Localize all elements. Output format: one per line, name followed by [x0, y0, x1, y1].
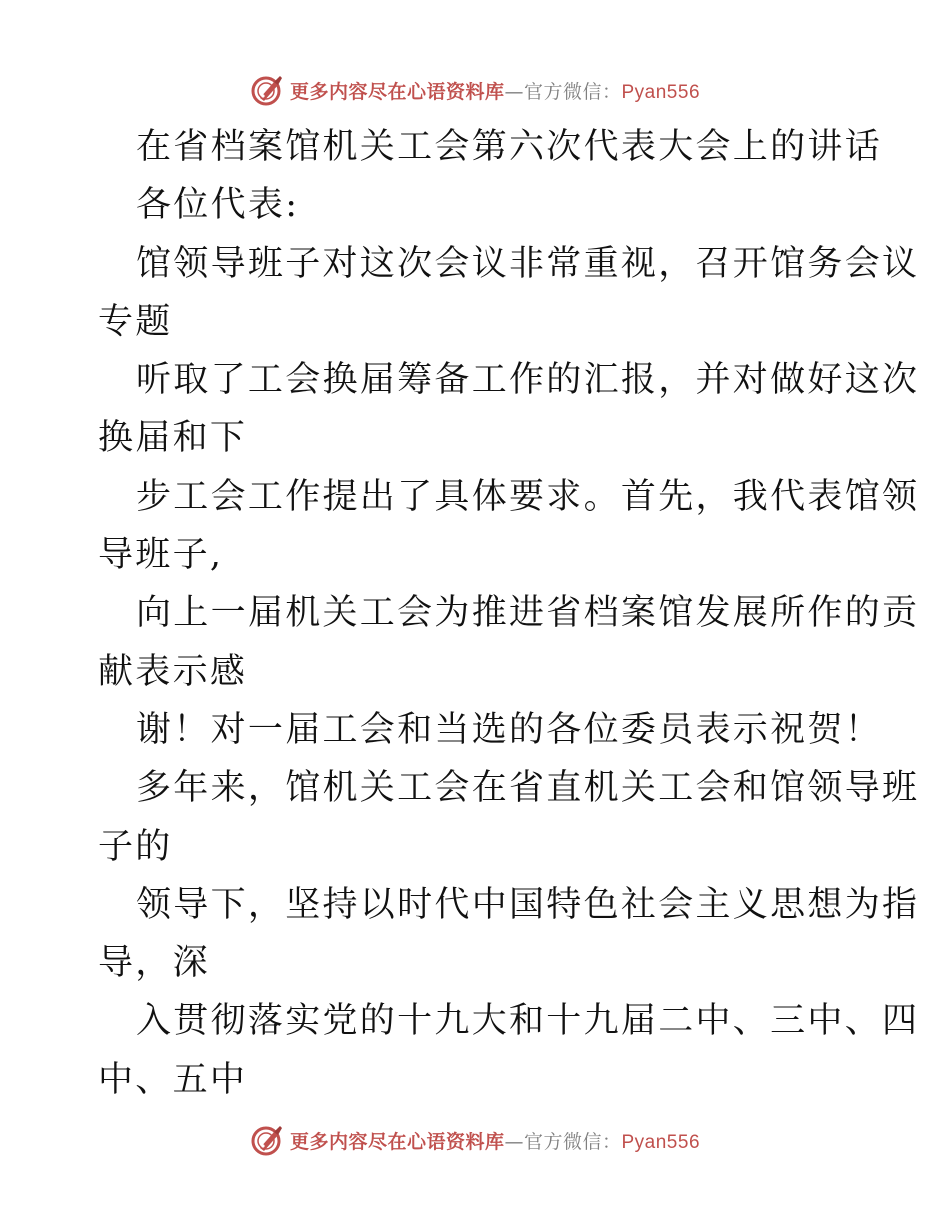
- watermark-contact-id: Pyan556: [621, 81, 701, 103]
- footer-watermark: [0, 1120, 950, 1160]
- text-line: 领导下，坚持以时代中国特色社会主义思想为指: [136, 884, 920, 925]
- text-line: 专题: [98, 301, 173, 342]
- watermark-text: [290, 77, 700, 104]
- text-line: 步工会工作提出了具体要求。首先，我代表馆领: [136, 476, 920, 517]
- watermark-separator: —: [504, 1130, 524, 1153]
- text-line: 导，深: [98, 943, 210, 984]
- watermark-brand: 更多内容尽在心语资料库: [289, 80, 505, 103]
- text-line: 献表示感: [98, 651, 248, 692]
- watermark-contact-label: 官方微信：: [523, 1130, 622, 1153]
- text-line: 多年来，馆机关工会在省直机关工会和馆领导班: [136, 768, 920, 809]
- pen-logo-icon: [250, 72, 286, 108]
- text-line: 馆领导班子对这次会议非常重视，召开馆务会议: [136, 243, 920, 284]
- text-line: 导班子,: [98, 535, 224, 576]
- watermark-text: [290, 1127, 700, 1154]
- document-title: 在省档案馆机关工会第六次代表大会上的讲话: [136, 127, 883, 167]
- watermark-brand: 更多内容尽在心语资料库: [289, 1130, 505, 1153]
- text-line: 谢！对一届工会和当选的各位委员表示祝贺！: [136, 709, 883, 750]
- salutation: 各位代表:: [136, 185, 300, 226]
- text-line: 中、五中: [98, 1059, 248, 1100]
- text-line: 向上一届机关工会为推进省档案馆发展所作的贡: [136, 593, 920, 634]
- text-line: 换届和下: [98, 418, 248, 459]
- watermark-contact-id: Pyan556: [621, 1131, 701, 1153]
- header-watermark: [0, 70, 950, 110]
- text-line: 子的: [98, 826, 173, 867]
- watermark-contact-label: 官方微信：: [523, 80, 622, 103]
- document-body: [98, 118, 920, 1109]
- watermark-separator: —: [504, 80, 524, 103]
- pen-logo-icon: [250, 1122, 286, 1158]
- text-line: 入贯彻落实党的十九大和十九届二中、三中、四: [136, 1001, 920, 1042]
- text-line: 听取了工会换届筹备工作的汇报，并对做好这次: [136, 360, 920, 401]
